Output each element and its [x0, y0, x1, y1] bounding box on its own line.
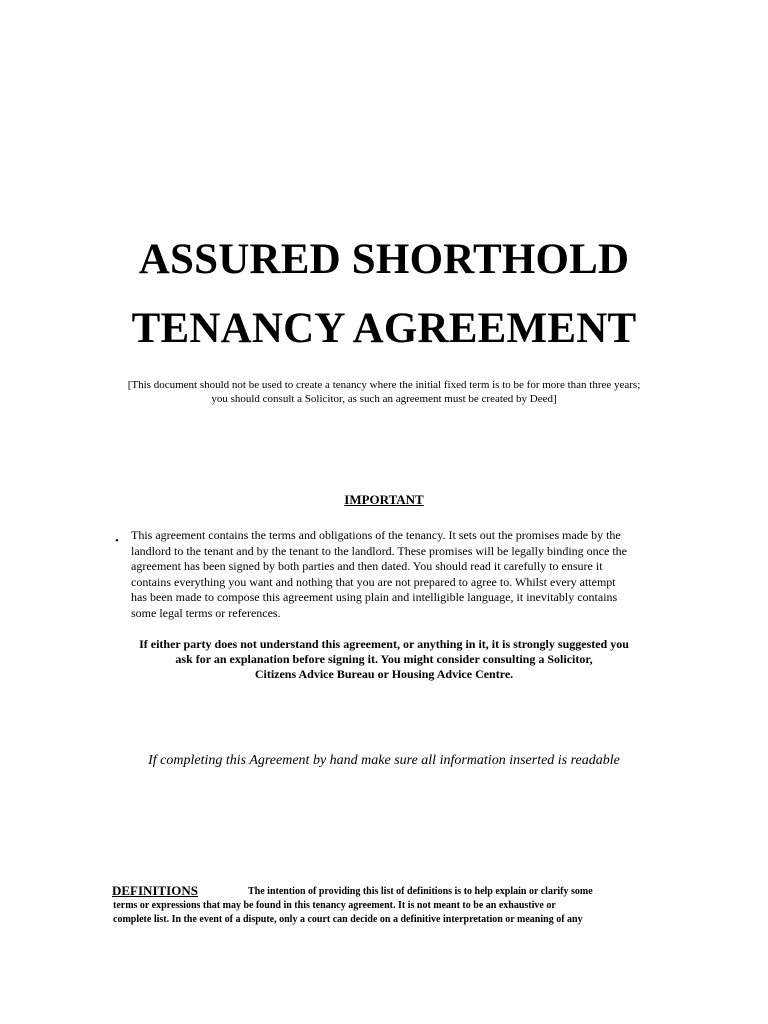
bullet-text-line: some legal terms or references.: [131, 605, 281, 620]
document-title-line-1: ASSURED SHORTHOLD: [138, 236, 630, 283]
advice-line-3: Citizens Advice Bureau or Housing Advice Centre.: [254, 667, 514, 681]
document-title-line-2: TENANCY AGREEMENT: [131, 305, 637, 352]
hand-completion-note: If completing this Agreement by hand make sure all information inserted is readable: [148, 753, 620, 768]
definitions-text-line-1: The intention of providing this list of definitions is to help explain or clarify some: [248, 886, 593, 897]
advice-line-2: ask for an explanation before signing it. You might consider consulting a Solicitor,: [175, 652, 593, 666]
definitions-heading: DEFINITIONS: [112, 883, 198, 898]
bullet-text-line: agreement has been signed by both parties and then dated. You should read it carefully to ensure it: [131, 559, 603, 573]
bullet-text-line: contains everything you want and nothing that you are not prepared to agree to. Whilst every attempt: [131, 574, 616, 589]
deed-note-line-1: [This document should not be used to create a tenancy where the initial fixed term is to be for more than three years;: [127, 379, 641, 391]
bullet-icon: •: [115, 535, 119, 547]
deed-note-line-2: you should consult a Solicitor, as such an agreement must be created by Deed]: [211, 393, 557, 405]
definitions-text-line-3: complete list. In the event of a dispute, only a court can decide on a definitive interpretation or meaning of any: [113, 914, 583, 925]
bullet-text-line: This agreement contains the terms and obligations of the tenancy. It sets out the promises made by the: [131, 528, 621, 542]
bullet-text-line: has been made to compose this agreement using plain and intelligible language, it inevitably contains: [131, 590, 618, 604]
definitions-text-line-2: terms or expressions that may be found in this tenancy agreement. It is not meant to be an exhaustive or: [113, 900, 556, 911]
bullet-text-line: landlord to the tenant and by the tenant to the landlord. These promises will be legally binding once the: [131, 543, 627, 558]
important-heading: IMPORTANT: [344, 492, 424, 507]
advice-line-1: If either party does not understand this agreement, or anything in it, it is strongly suggested you: [139, 637, 629, 651]
